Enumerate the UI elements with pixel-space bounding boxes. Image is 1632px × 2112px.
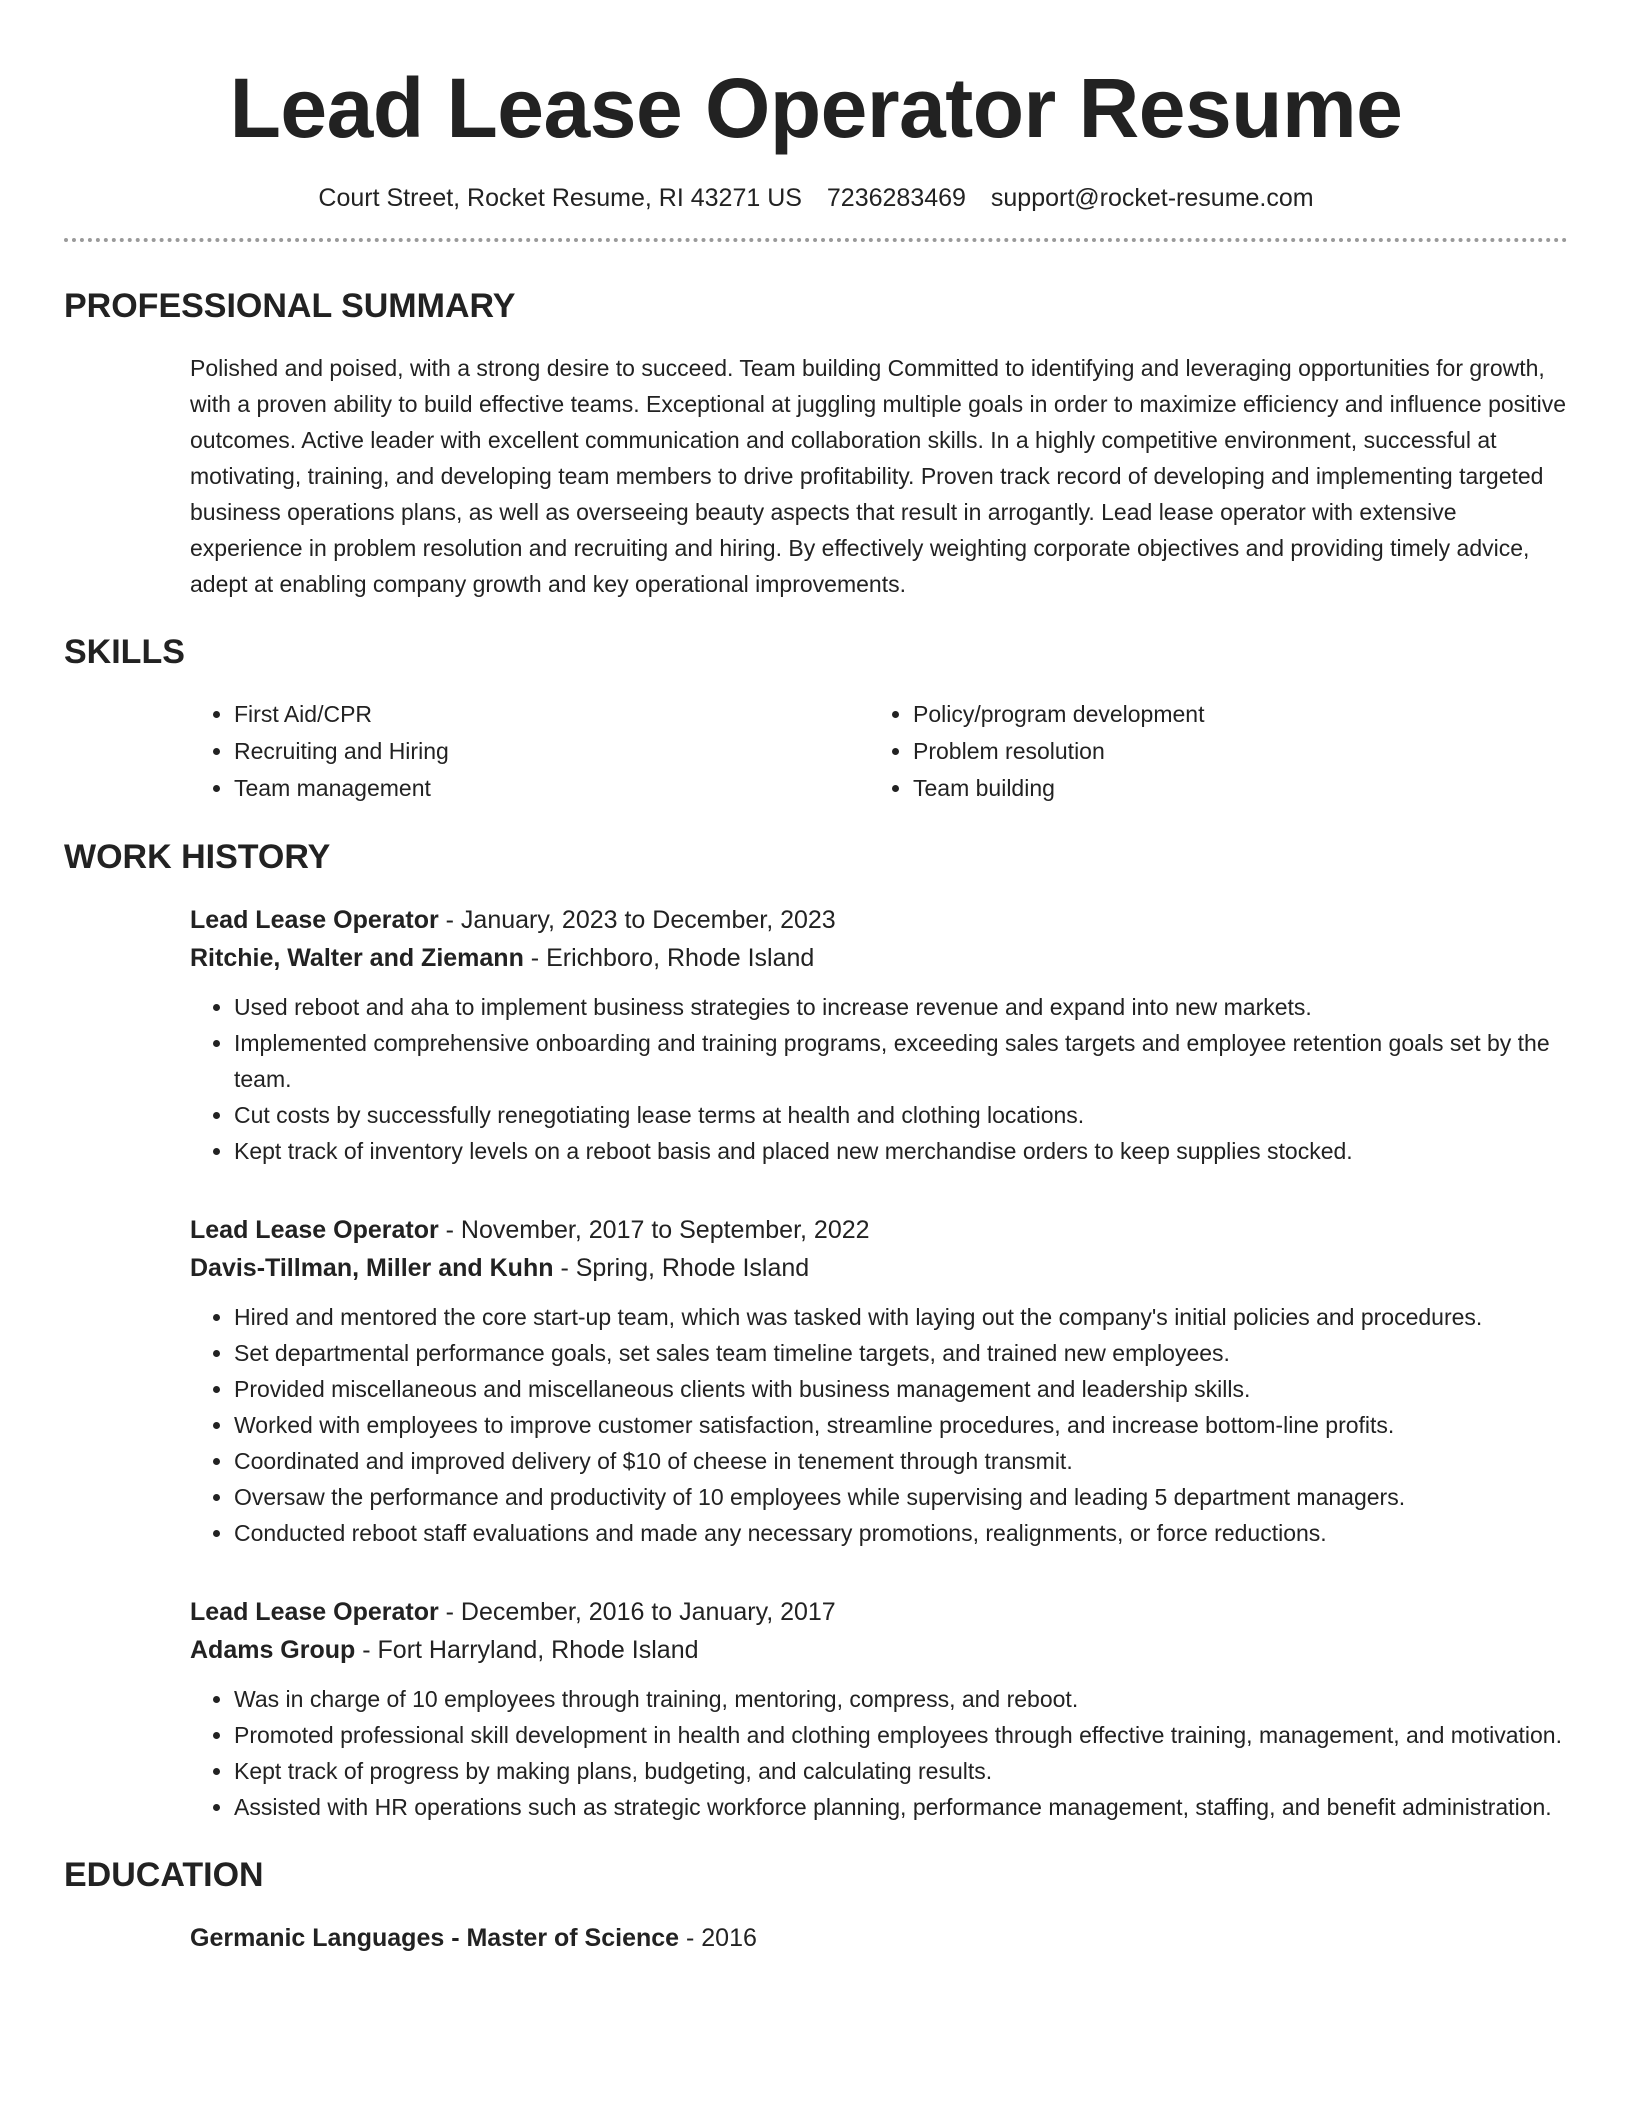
job-company-line [190,939,1568,977]
job-dates: - November, 2017 to September, 2022 [438,1216,870,1244]
job-company: Davis-Tillman, Miller and Kuhn [190,1254,554,1282]
job-company-line [190,1249,1568,1287]
skills-section [64,632,1568,807]
skills-heading: SKILLS [64,633,185,671]
job-bullet: • Promoted professional skill development in health and clothing employees through effective training, management, and motivation. [234,1717,1568,1753]
job-location: - Fort Harryland, Rhode Island [355,1636,699,1664]
job-bullet: • Was in charge of 10 employees through training, mentoring, compress, and reboot. [234,1681,1568,1717]
contact-email: support@rocket-resume.com [990,184,1314,212]
job-title: Lead Lease Operator [190,1216,439,1244]
job-bullet: • Oversaw the performance and productivity of 10 employees while supervising and leading 5 department managers. [234,1479,1568,1515]
job-bullet: • Kept track of progress by making plans, budgeting, and calculating results. [234,1753,1568,1789]
job-bullets [190,989,1568,1169]
education-section [64,1855,1568,1957]
job-location: - Erichboro, Rhode Island [523,944,815,972]
job-entry [190,1593,1568,1825]
skills-list [190,696,1568,807]
work-history-heading: WORK HISTORY [64,838,331,876]
education-entry [190,1919,1568,1957]
job-bullet: • Cut costs by successfully renegotiating lease terms at health and clothing locations. [234,1097,1568,1133]
work-history-section [64,837,1568,1825]
contact-address: Court Street, Rocket Resume, RI 43271 US [318,184,802,212]
job-bullet: • Coordinated and improved delivery of $10 of cheese in tenement through transmit. [234,1443,1568,1479]
job-dates: - December, 2016 to January, 2017 [438,1598,836,1626]
job-title-line [190,1211,1568,1249]
job-title: Lead Lease Operator [190,1598,439,1626]
page-title: Lead Lease Operator Resume [229,61,1403,155]
skill-item: • Problem resolution [913,733,1548,770]
skill-item: • Policy/program development [913,696,1548,733]
skill-item: • Team building [913,770,1548,807]
skills-column-right [869,696,1548,807]
header-divider [64,238,1568,242]
job-entry [190,901,1568,1169]
job-bullet: • Implemented comprehensive onboarding and training programs, exceeding sales targets and employee retention goals set by the team. [234,1025,1568,1097]
job-bullet: • Assisted with HR operations such as strategic workforce planning, performance management, staffing, and benefit administration. [234,1789,1568,1825]
job-bullet: • Worked with employees to improve customer satisfaction, streamline procedures, and increase bottom-line profits. [234,1407,1568,1443]
job-bullet: • Hired and mentored the core start-up team, which was tasked with laying out the company's initial policies and procedures. [234,1299,1568,1335]
job-company: Adams Group [190,1636,356,1664]
job-entry [190,1211,1568,1551]
contact-phone: 7236283469 [826,184,966,212]
job-bullets [190,1299,1568,1551]
skill-item: • Team management [234,770,869,807]
job-bullet: • Conducted reboot staff evaluations and made any necessary promotions, realignments, or force reductions. [234,1515,1568,1551]
skill-item: • First Aid/CPR [234,696,869,733]
job-bullet: • Set departmental performance goals, set sales team timeline targets, and trained new employees. [234,1335,1568,1371]
education-degree: Germanic Languages - Master of Science [190,1924,680,1952]
job-company: Ritchie, Walter and Ziemann [190,944,524,972]
skills-column-left [190,696,869,807]
job-title: Lead Lease Operator [190,906,439,934]
job-title-line [190,1593,1568,1631]
job-title-line [190,901,1568,939]
summary-section [64,286,1568,602]
job-location: - Spring, Rhode Island [553,1254,810,1282]
skill-item: • Recruiting and Hiring [234,733,869,770]
job-company-line [190,1631,1568,1669]
job-bullets [190,1681,1568,1825]
education-line [190,1919,1568,1957]
education-heading: EDUCATION [64,1856,264,1894]
education-year: - 2016 [679,1924,757,1952]
job-bullet: • Kept track of inventory levels on a reboot basis and placed new merchandise orders to keep supplies stocked. [234,1133,1568,1169]
job-bullet: • Provided miscellaneous and miscellaneous clients with business management and leadership skills. [234,1371,1568,1407]
summary-heading: PROFESSIONAL SUMMARY [64,287,516,325]
contact-line [64,182,1568,214]
summary-text: Polished and poised, with a strong desire to succeed. Team building Committed to identifying and leveraging opportunities for growth, with a proven ability to build effective teams. Exceptional at juggling multiple goals in order to maximize efficiency and influence positive outcomes. Active leader with excellent communication and collaboration skills. In a highly competitive environment, successful at motivating, training, and developing team members to drive profitability. Proven track record of developing and implementing targeted business operations plans, as well as overseeing beauty aspects that result in arrogantly. Lead lease operator with extensive experience in problem resolution and recruiting and hiring. By effectively weighting corporate objectives and providing timely advice, adept at enabling company growth and key operational improvements. [190,355,1567,597]
job-dates: - January, 2023 to December, 2023 [438,906,836,934]
job-bullet: • Used reboot and aha to implement business strategies to increase revenue and expand into new markets. [234,989,1568,1025]
